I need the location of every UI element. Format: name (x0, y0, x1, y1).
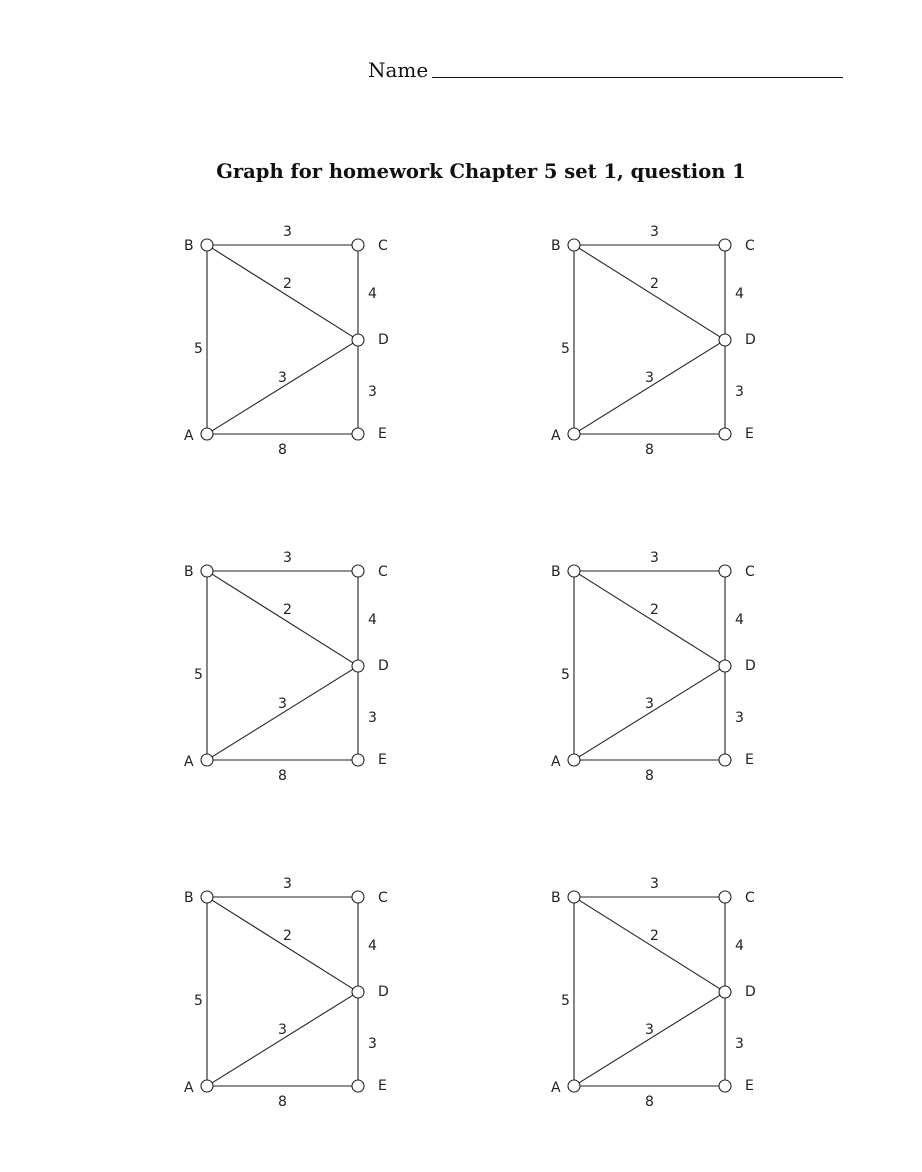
edge-weight-A-E: 8 (278, 768, 287, 784)
node-E (352, 754, 364, 766)
node-label-D: D (745, 332, 756, 348)
edge-weight-A-E: 8 (645, 442, 654, 458)
node-D (352, 334, 364, 346)
node-B (201, 565, 213, 577)
edge-weight-B-A: 5 (194, 341, 203, 357)
edge-weight-B-C: 3 (650, 876, 659, 892)
name-label: Name (368, 58, 429, 82)
node-label-C: C (378, 564, 388, 580)
node-B (568, 891, 580, 903)
node-A (201, 754, 213, 766)
edge-weight-B-C: 3 (650, 224, 659, 240)
edge-weight-D-E: 3 (368, 384, 377, 400)
edge-weight-C-D: 4 (735, 938, 744, 954)
node-label-B: B (184, 890, 194, 906)
graph-copy-3 (182, 546, 422, 786)
node-E (719, 428, 731, 440)
node-A (568, 754, 580, 766)
edge-B-D (579, 574, 720, 663)
edge-weight-D-E: 3 (368, 1036, 377, 1052)
edge-weight-B-C: 3 (283, 550, 292, 566)
node-C (719, 239, 731, 251)
graph-copy-5 (182, 872, 422, 1112)
node-label-E: E (745, 1078, 754, 1094)
node-A (201, 1080, 213, 1092)
node-label-D: D (378, 332, 389, 348)
node-E (719, 754, 731, 766)
edge-weight-C-D: 4 (368, 612, 377, 628)
edge-weight-C-D: 4 (735, 612, 744, 628)
edge-weight-B-D: 2 (650, 928, 659, 944)
node-A (568, 1080, 580, 1092)
edge-weight-A-D: 3 (645, 1022, 654, 1038)
graph-copy-1 (182, 220, 422, 460)
node-label-E: E (745, 426, 754, 442)
edge-weight-B-A: 5 (561, 667, 570, 683)
edge-weight-B-A: 5 (194, 993, 203, 1009)
node-C (719, 891, 731, 903)
node-label-C: C (745, 890, 755, 906)
node-label-C: C (378, 890, 388, 906)
name-field-line[interactable] (432, 77, 843, 78)
node-D (352, 660, 364, 672)
node-label-B: B (551, 238, 561, 254)
edge-A-D (212, 343, 353, 431)
edge-weight-C-D: 4 (735, 286, 744, 302)
node-B (568, 565, 580, 577)
graph-copy-6 (549, 872, 789, 1112)
node-B (201, 891, 213, 903)
node-A (201, 428, 213, 440)
graph-copy-4 (549, 546, 789, 786)
edge-weight-B-A: 5 (561, 341, 570, 357)
edge-weight-A-D: 3 (645, 370, 654, 386)
edge-weight-B-C: 3 (283, 224, 292, 240)
node-label-C: C (745, 564, 755, 580)
edge-weight-B-D: 2 (650, 276, 659, 292)
node-E (719, 1080, 731, 1092)
node-label-C: C (378, 238, 388, 254)
edge-weight-A-E: 8 (278, 1094, 287, 1110)
edge-A-D (579, 669, 720, 757)
edge-weight-A-E: 8 (278, 442, 287, 458)
node-label-E: E (378, 752, 387, 768)
edge-A-D (579, 343, 720, 431)
node-label-E: E (378, 426, 387, 442)
node-C (352, 565, 364, 577)
node-C (352, 891, 364, 903)
edge-B-D (212, 900, 353, 989)
edge-weight-A-D: 3 (278, 696, 287, 712)
node-label-A: A (551, 428, 561, 444)
node-label-B: B (184, 238, 194, 254)
edge-B-D (212, 574, 353, 663)
node-D (719, 334, 731, 346)
node-C (352, 239, 364, 251)
edge-weight-B-D: 2 (650, 602, 659, 618)
node-label-B: B (184, 564, 194, 580)
node-E (352, 428, 364, 440)
edge-weight-B-D: 2 (283, 928, 292, 944)
edge-weight-B-A: 5 (561, 993, 570, 1009)
node-label-C: C (745, 238, 755, 254)
edge-weight-A-D: 3 (278, 1022, 287, 1038)
node-label-D: D (745, 984, 756, 1000)
node-D (719, 986, 731, 998)
node-label-D: D (745, 658, 756, 674)
edge-weight-B-C: 3 (650, 550, 659, 566)
edge-weight-D-E: 3 (368, 710, 377, 726)
node-C (719, 565, 731, 577)
node-label-D: D (378, 984, 389, 1000)
node-B (201, 239, 213, 251)
node-D (352, 986, 364, 998)
node-label-E: E (745, 752, 754, 768)
page-title: Graph for homework Chapter 5 set 1, question 1 (216, 160, 746, 183)
node-label-A: A (184, 1080, 194, 1096)
node-label-A: A (551, 1080, 561, 1096)
edge-weight-B-D: 2 (283, 276, 292, 292)
node-A (568, 428, 580, 440)
node-label-E: E (378, 1078, 387, 1094)
node-label-A: A (184, 428, 194, 444)
edge-A-D (212, 995, 353, 1083)
edge-weight-A-D: 3 (645, 696, 654, 712)
edge-B-D (579, 248, 720, 337)
edge-B-D (579, 900, 720, 989)
edge-A-D (579, 995, 720, 1083)
edge-weight-B-D: 2 (283, 602, 292, 618)
node-label-D: D (378, 658, 389, 674)
edge-weight-D-E: 3 (735, 1036, 744, 1052)
edge-B-D (212, 248, 353, 337)
edge-weight-A-E: 8 (645, 1094, 654, 1110)
node-B (568, 239, 580, 251)
node-E (352, 1080, 364, 1092)
node-D (719, 660, 731, 672)
edge-weight-A-D: 3 (278, 370, 287, 386)
edge-weight-C-D: 4 (368, 286, 377, 302)
edge-weight-B-C: 3 (283, 876, 292, 892)
edge-weight-B-A: 5 (194, 667, 203, 683)
node-label-A: A (184, 754, 194, 770)
edge-weight-D-E: 3 (735, 384, 744, 400)
edge-weight-D-E: 3 (735, 710, 744, 726)
edge-weight-A-E: 8 (645, 768, 654, 784)
node-label-B: B (551, 564, 561, 580)
graph-copy-2 (549, 220, 789, 460)
edge-weight-C-D: 4 (368, 938, 377, 954)
node-label-B: B (551, 890, 561, 906)
node-label-A: A (551, 754, 561, 770)
edge-A-D (212, 669, 353, 757)
